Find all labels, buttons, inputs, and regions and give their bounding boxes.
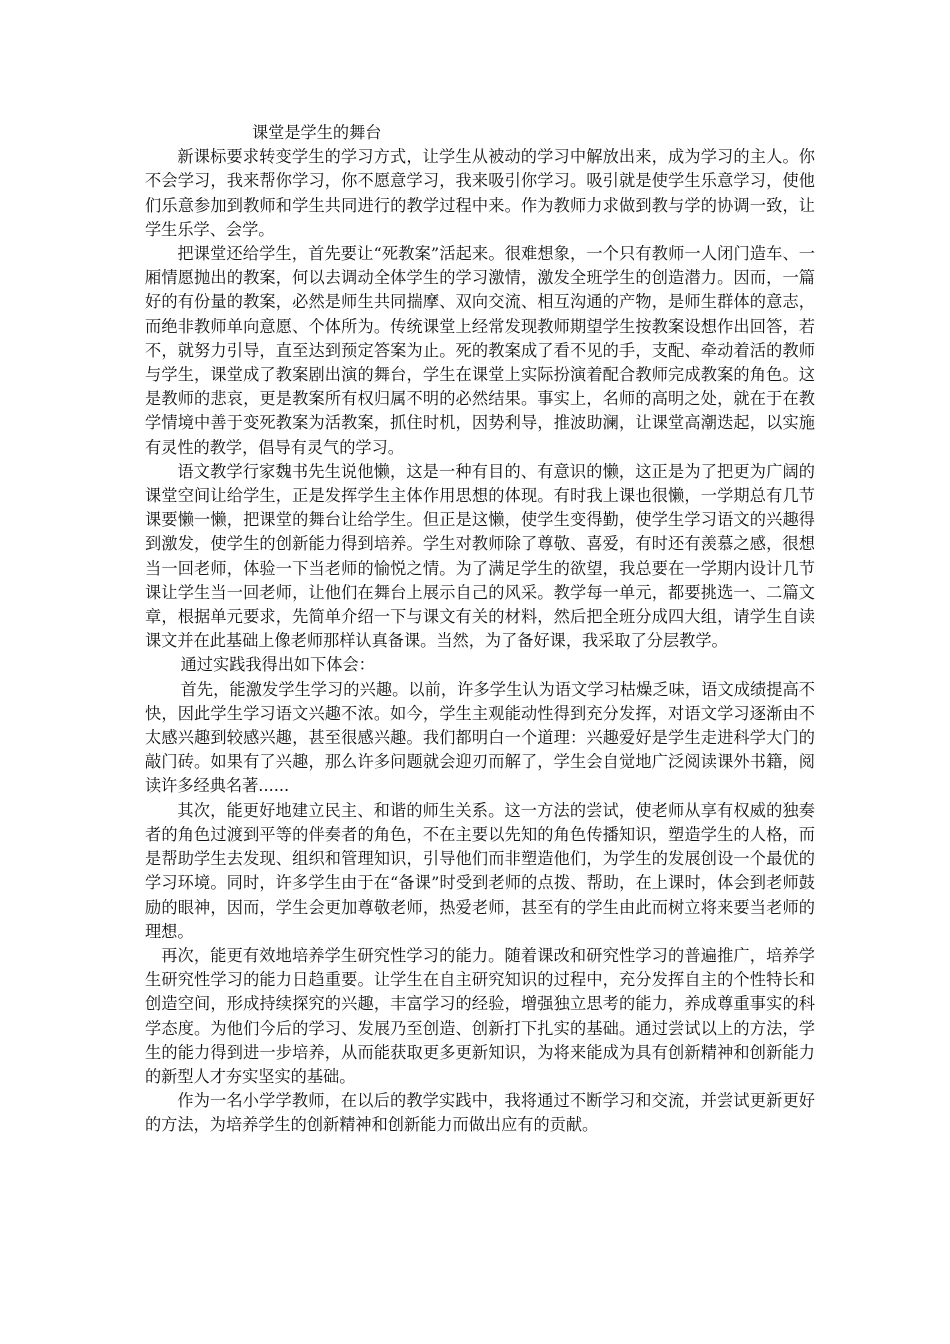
paragraph-conclusion: 作为一名小学学教师，在以后的教学实践中，我将通过不断学习和交流，并尝试更新更好的方法，为培养学生的创新精神和创新能力而做出应有的贡献。 [145,1091,815,1135]
paragraph-wei-shu: 语文教学行家魏书先生说他懒，这是一种有目的、有意识的懒，这正是为了把更为广阔的课堂空间让给学生，正是发挥学生主体作用思想的体现。有时我上课也很懒，一学期总有几节课要懒一懒，把课堂的舞台让给学生。但正是这懒，使学生变得勤，使学生学习语文的兴趣得到激发，使学生的创新能力得到培养。学生对教师除了尊敬、喜爱，有时还有羡慕之感，很想当一回老师，体验一下当老师的愉悦之情。为了满足学生的欲望，我总要在一学期内设计几节课让学生当一回老师，让他们在舞台上展示自己的风采。教学每一单元，都要挑选一、二篇文章，根据单元要求，先简单介绍一下与课文有关的材料，然后把全班分成四大组，请学生自读课文并在此基础上像老师那样认真备课。当然，为了备好课，我采取了分层教学。 [145,461,815,651]
paragraph-second-point: 其次，能更好地建立民主、和谐的师生关系。这一方法的尝试，使老师从享有权威的独奏者的角色过渡到平等的伴奏者的角色，不在主要以先知的角色传播知识，塑造学生的人格，而是帮助学生去发现、组织和管理知识，引导他们而非塑造他们，为学生的发展创设一个最优的学习环境。同时，许多学生由于在“备课”时受到老师的点拨、帮助，在上课时，体会到老师鼓励的眼神，因而，学生会更加尊敬老师，热爱老师，甚至有的学生由此而树立将来要当老师的理想。 [145,800,815,941]
paragraph-lesson-plan: 把课堂还给学生，首先要让“死教案”活起来。很难想象，一个只有教师一人闭门造车、一厢情愿抛出的教案，何以去调动全体学生的学习激情，激发全班学生的创造潜力。因而，一篇好的有份量的教案，必然是师生共同揣摩、双向交流、相互沟通的产物，是师生群体的意志，而绝非教师单向意愿、个体所为。传统课堂上经常发现教师期望学生按教案设想作出回答，若不，就努力引导，直至达到预定答案为止。死的教案成了看不见的手，支配、牵动着活的教师与学生，课堂成了教案剧出演的舞台，学生在课堂上实际扮演着配合教师完成教案的角色。这是教师的悲哀，更是教案所有权归属不明的必然结果。事实上，名师的高明之处，就在于在教学情境中善于变死教案为活教案，抓住时机，因势利导，推波助澜，让课堂高潮迭起，以实施有灵性的教学，倡导有灵气的学习。 [145,244,815,457]
document-body [145,121,815,1138]
paragraph-third-point: 再次，能更有效地培养学生研究性学习的能力。随着课改和研究性学习的普遍推广，培养学生研究性学习的能力日趋重要。让学生在自主研究知识的过程中，充分发挥自主的个性特长和创造空间，形成持续探究的兴趣，丰富学习的经验，增强独立思考的能力，养成尊重事实的科学态度。为他们今后的学习、发展乃至创造、创新打下扎实的基础。通过尝试以上的方法，学生的能力得到进一步培养，从而能获取更多更新知识，为将来能成为具有创新精神和创新能力的新型人才夯实坚实的基础。 [145,945,815,1086]
document-title: 课堂是学生的舞台 [252,123,382,142]
paragraph-first-point: 首先，能激发学生学习的兴趣。以前，许多学生认为语文学习枯燥乏味，语文成绩提高不快，因此学生学习语文兴趣不浓。如今，学生主观能动性得到充分发挥，对语文学习逐渐由不太感兴趣到较感兴趣，甚至很感兴趣。我们都明白一个道理：兴趣爱好是学生走进科学大门的敲门砖。如果有了兴趣，那么许多问题就会迎刃而解了，学生会自觉地广泛阅读课外书籍，阅读许多经典名著...... [145,679,815,796]
paragraph-intro: 新课标要求转变学生的学习方式，让学生从被动的学习中解放出来，成为学习的主人。你不会学习，我来帮你学习，你不愿意学习，我来吸引你学习。吸引就是使学生乐意学习，使他们乐意参加到教师和学生共同进行的教学过程中来。作为教师力求做到教与学的协调一致，让学生乐学、会学。 [145,147,815,239]
paragraph-experience-intro: 通过实践我得出如下体会： [180,655,375,675]
